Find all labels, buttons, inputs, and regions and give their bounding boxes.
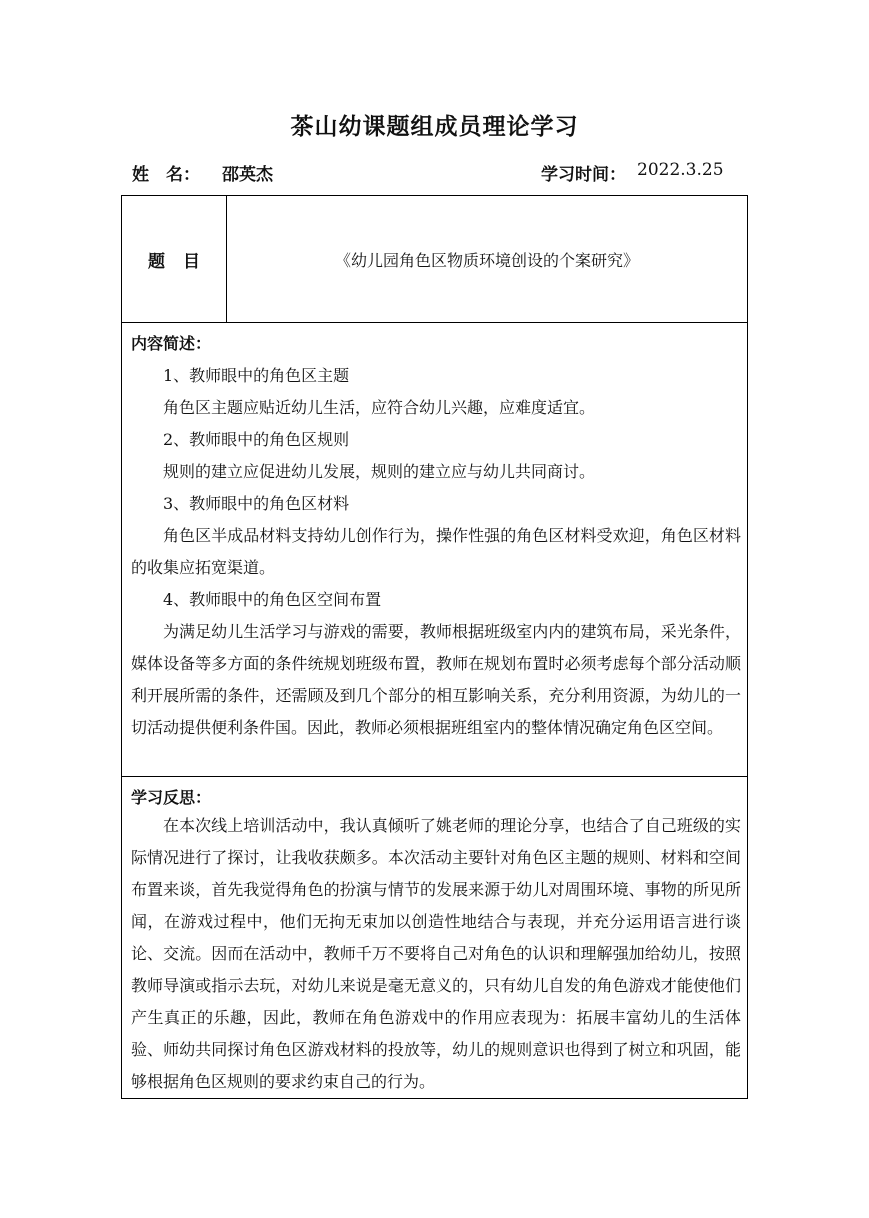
content-item-1-title: 1、教师眼中的角色区主题 xyxy=(163,366,350,385)
reflection-heading: 学习反思： xyxy=(131,788,212,807)
study-record-table xyxy=(121,195,748,1099)
content-item-3-title: 3、教师眼中的角色区材料 xyxy=(163,494,350,513)
content-item-3-text: 角色区半成品材料支持幼儿创作行为，操作性强的角色区材料受欢迎，角色区材料的收集应拓宽渠道。 xyxy=(131,526,741,577)
content-item-4-text: 为满足幼儿生活学习与游戏的需要，教师根据班级室内内的建筑布局，采光条件，媒体设备等多方面的条件统规划班级布置，教师在规划布置时必须考虑每个部分活动顺利开展所需的条件，还需顾及到几个部分的相互影响关系，充分利用资源，为幼儿的一切活动提供便利条件国。因此，教师必须根据班组室内的整体情况确定角色区空间。 xyxy=(131,622,741,737)
reflection-section xyxy=(122,777,747,1098)
content-item-1-text: 角色区主题应贴近幼儿生活，应符合幼儿兴趣，应难度适宜。 xyxy=(163,398,596,417)
content-summary-heading: 内容简述： xyxy=(131,334,212,353)
document-title: 茶山幼课题组成员理论学习 xyxy=(290,114,579,140)
content-item-2-text: 规则的建立应促进幼儿发展，规则的建立应与幼儿共同商讨。 xyxy=(163,462,596,481)
reflection-text: 在本次线上培训活动中，我认真倾听了姚老师的理论分享，也结合了自己班级的实际情况进行了探讨，让我收获颇多。本次活动主要针对角色区主题的规则、材料和空间布置来谈，首先我觉得角色的扮演与情节的发展来源于幼儿对周围环境、事物的所见所闻，在游戏过程中，他们无拘无束加以创造性地结合与表现，并充分运用语言进行谈论、交流。因而在活动中，教师千万不要将自己对角色的认识和理解强加给幼儿，按照教师导演或指示去玩，对幼儿来说是毫无意义的，只有幼儿自发的角色游戏才能使他们产生真正的乐趣，因此，教师在角色游戏中的作用应表现为：拓展丰富幼儿的生活体验、师幼共同探讨角色区游戏材料的投放等，幼儿的规则意识也得到了树立和巩固，能够根据角色区规则的要求约束自己的行为。 xyxy=(131,816,741,1091)
name-label: 姓 名： xyxy=(132,165,200,185)
topic-row xyxy=(122,196,747,323)
content-item-2-title: 2、教师眼中的角色区规则 xyxy=(163,430,350,449)
content-item-4-title: 4、教师眼中的角色区空间布置 xyxy=(163,590,382,609)
topic-value: 《幼儿园角色区物质环境创设的个案研究》 xyxy=(334,250,639,270)
study-time-label: 学习时间： xyxy=(541,165,626,185)
name-value: 邵英杰 xyxy=(222,165,273,185)
topic-label: 题目 xyxy=(122,196,227,322)
content-summary-section xyxy=(122,323,747,777)
study-time-value: 2022.3.25 xyxy=(637,160,724,180)
